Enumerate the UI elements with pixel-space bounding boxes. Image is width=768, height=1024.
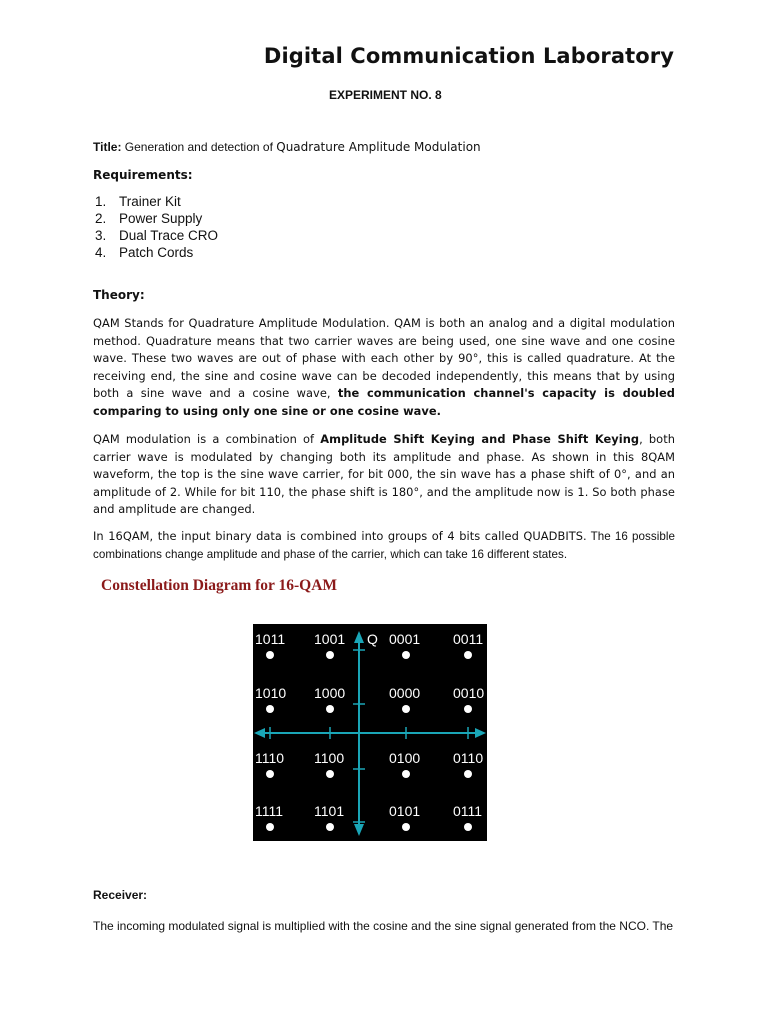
constellation-point (464, 651, 472, 659)
constellation-label: 1100 (314, 750, 345, 766)
experiment-number: EXPERIMENT NO. 8 (329, 88, 442, 102)
theory-p1-text: QAM Stands for Quadrature Amplitude Modulation. QAM is both an analog and a digital modulation method. Quadrature means that two carrier waves are being used, one sine wave and one cosine wave. These two waves are out of phase with each other by 90°, this is called quadrature. At the receiving end, the sine and cosine wave can be decoded independently, this means that by using both a sine wave and a cosine wave, (93, 316, 675, 401)
list-item-number: 4. (95, 245, 107, 260)
theory-paragraph-2 (93, 431, 675, 519)
constellation-point (464, 705, 472, 713)
theory-p2-text-a: QAM modulation is a combination of (93, 432, 321, 446)
list-item-number: 3. (95, 228, 107, 243)
requirements-heading: Requirements: (93, 168, 193, 182)
constellation-label: 1011 (255, 631, 286, 647)
constellation-label: 1111 (255, 803, 284, 819)
constellation-label: 0011 (453, 631, 484, 647)
constellation-label: 0001 (389, 631, 421, 647)
constellation-label: 0111 (453, 803, 483, 819)
title-line (93, 140, 481, 154)
q-axis-label: Q (367, 631, 378, 647)
theory-p2-bold: Amplitude Shift Keying and Phase Shift Keying (320, 432, 640, 446)
constellation-label: 1001 (314, 631, 346, 647)
constellation-point (266, 823, 274, 831)
constellation-label: 0110 (453, 750, 484, 766)
title-emphasis: Quadrature Amplitude Modulation (276, 140, 481, 154)
constellation-point (266, 705, 274, 713)
constellation-point (402, 705, 410, 713)
constellation-point (266, 770, 274, 778)
list-item-label: Power Supply (119, 211, 203, 226)
list-item-number: 2. (95, 211, 107, 226)
constellation-label: 1010 (255, 685, 287, 701)
constellation-label: 0100 (389, 750, 421, 766)
constellation-label: 0010 (453, 685, 485, 701)
receiver-paragraph: The incoming modulated signal is multiplied with the cosine and the sine signal generated from the NCO. The (93, 919, 674, 933)
theory-p1-bold: the communication channel's capacity is doubled comparing to using only one sine or one cosine wave. (93, 386, 675, 418)
theory-p3-text-a: In 16QAM, the input binary data is combined into groups of 4 bits called QUADBITS. (93, 529, 587, 543)
constellation-point (326, 823, 334, 831)
list-item-number: 1. (95, 194, 107, 209)
constellation-point (266, 651, 274, 659)
list-item (95, 244, 218, 261)
constellation-point (326, 770, 334, 778)
theory-p3-text-b: The 16 possible combinations change amplitude and phase of the carrier, which can take 16 different states. (93, 530, 675, 561)
title-text: Generation and detection of (124, 140, 273, 154)
constellation-label: 1000 (314, 685, 346, 701)
list-item (95, 193, 218, 210)
constellation-point (326, 651, 334, 659)
constellation-title: Constellation Diagram for 16-QAM (101, 577, 338, 594)
title-label: Title: (93, 140, 122, 154)
list-item (95, 227, 218, 244)
theory-p2-text-c: , both carrier wave is modulated by changing both its amplitude and phase. As shown in this 8QAM waveform, the top is the sine wave carrier, for bit 000, the sin wave has a phase shift of 0°, and an amplitude of 2. While for bit 110, the phase shift is 180°, and the amplitude now is 1. So both phase and amplitude are changed. (93, 432, 675, 517)
constellation-label: 1110 (255, 750, 285, 766)
constellation-point (402, 770, 410, 778)
constellation-point (402, 651, 410, 659)
constellation-point (464, 823, 472, 831)
theory-paragraph-3 (93, 528, 675, 563)
constellation-point (326, 705, 334, 713)
list-item-label: Patch Cords (119, 245, 194, 260)
theory-paragraph-1 (93, 315, 675, 421)
constellation-label: 0101 (389, 803, 421, 819)
constellation-label: 0000 (389, 685, 421, 701)
constellation-point (402, 823, 410, 831)
list-item-label: Trainer Kit (119, 194, 181, 209)
list-item (95, 210, 218, 227)
requirements-list (95, 193, 218, 261)
constellation-label: 1101 (314, 803, 345, 819)
list-item-label: Dual Trace CRO (119, 228, 219, 243)
theory-heading: Theory: (93, 288, 145, 302)
header-title: Digital Communication Laboratory (263, 44, 674, 68)
constellation-point (464, 770, 472, 778)
constellation-diagram (253, 624, 487, 841)
receiver-heading: Receiver: (93, 888, 148, 902)
